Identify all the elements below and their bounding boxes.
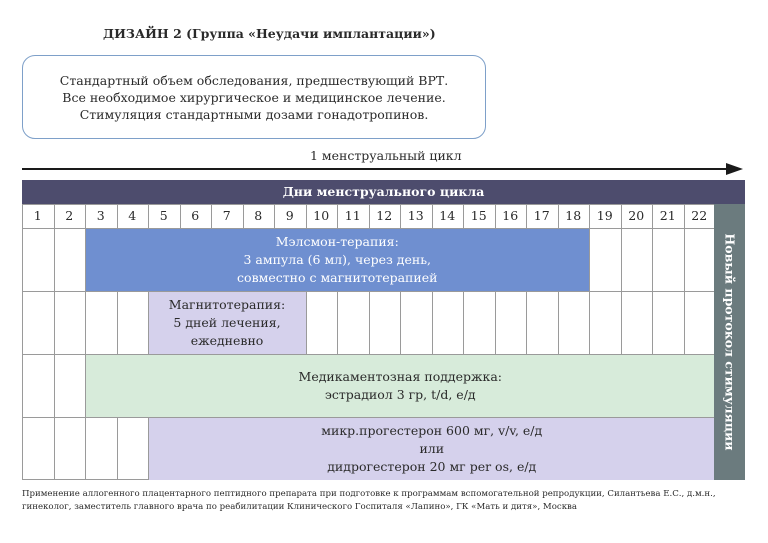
cycle-table: [22, 180, 745, 480]
citation-footer: Применение аллогенного плацентарного пептидного препарата при подготовке к программам вспомогательной репродукции, Силантьева Е.С., д.м.н., гинеколог, заместитель главного врача по реабилитации Клинического Госпиталя «Лапино», ГК «Мать и дитя», Москва: [22, 489, 716, 512]
medication-line-2: эстрадиол 3 гр, t/d, e/д: [324, 386, 476, 402]
day-number-3: 3: [96, 208, 105, 223]
magnetotherapy-bar: [149, 292, 306, 355]
day-number-8: 8: [254, 208, 263, 223]
melsmon-line-2: 3 ампула (6 мл), через день,: [243, 251, 431, 267]
medication-support-bar: [86, 355, 716, 418]
info-line-2: Все необходимое хирургическое и медицинское лечение.: [62, 89, 446, 105]
day-number-22: 22: [691, 208, 708, 223]
day-number-20: 20: [628, 208, 645, 223]
melsmon-line-3: совместно с магнитотерапией: [237, 269, 438, 285]
day-number-6: 6: [191, 208, 200, 223]
day-number-2: 2: [65, 208, 74, 223]
new-protocol-sidebar: [714, 204, 745, 480]
day-number-19: 19: [596, 208, 613, 223]
table-header: Дни менструального цикла: [22, 180, 745, 204]
day-number-7: 7: [222, 208, 231, 223]
day-number-21: 21: [659, 208, 676, 223]
medication-line-1: Медикаментозная поддержка:: [298, 368, 502, 384]
day-number-16: 16: [502, 208, 519, 223]
day-number-17: 17: [533, 208, 550, 223]
progesterone-line-3: дидрогестерон 20 мг per os, e/д: [327, 458, 537, 474]
magneto-line-1: Магнитотерапия:: [168, 296, 286, 312]
design-title: ДИЗАЙН 2 (Группа «Неудачи имплантации»): [103, 26, 436, 41]
grid-line: [22, 204, 23, 480]
day-number-12: 12: [376, 208, 393, 223]
cycle-arrow-line: [22, 168, 728, 170]
day-number-4: 4: [128, 208, 137, 223]
progesterone-line-2: или: [419, 440, 445, 456]
day-number-1: 1: [33, 208, 42, 223]
info-box: [22, 55, 486, 139]
day-number-13: 13: [407, 208, 424, 223]
info-line-1: Стандартный объем обследования, предшествующий ВРТ.: [59, 72, 449, 88]
info-line-3: Стимуляция стандартными дозами гонадотропинов.: [79, 106, 429, 122]
melsmon-therapy-bar: [86, 229, 590, 292]
day-number-5: 5: [159, 208, 168, 223]
progesterone-bar: [149, 418, 716, 481]
day-number-14: 14: [439, 208, 456, 223]
cycle-label: 1 менструальный цикл: [310, 148, 462, 163]
melsmon-line-1: Мэлсмон-терапия:: [275, 233, 399, 249]
day-number-18: 18: [565, 208, 582, 223]
day-number-10: 10: [313, 208, 330, 223]
day-number-15: 15: [470, 208, 487, 223]
new-protocol-label: Новый протокол стимуляции: [722, 233, 737, 451]
progesterone-line-1: микр.прогестерон 600 мг, v/v, e/д: [321, 422, 543, 438]
grid-line: [54, 204, 55, 480]
day-number-9: 9: [285, 208, 294, 223]
magneto-line-2: 5 дней лечения,: [173, 314, 281, 330]
day-number-11: 11: [344, 208, 361, 223]
magneto-line-3: ежедневно: [190, 332, 264, 348]
cycle-arrow-head-icon: [726, 163, 743, 175]
